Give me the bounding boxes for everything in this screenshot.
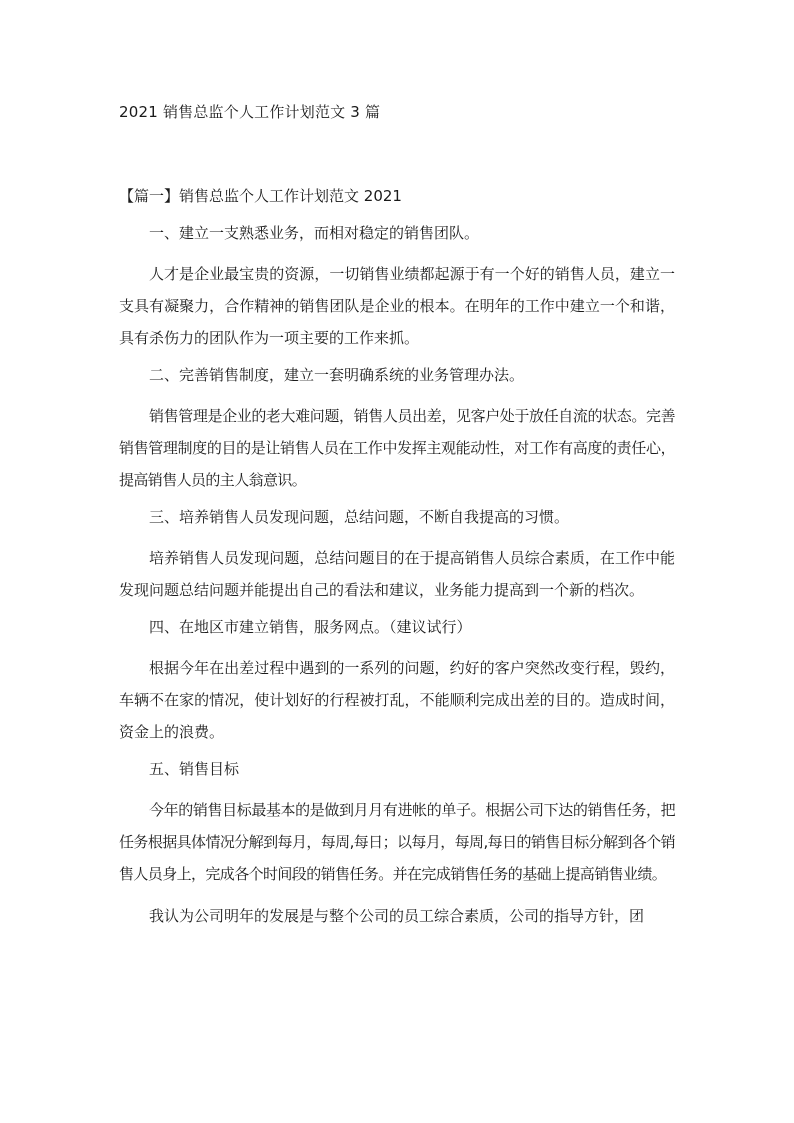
paragraph-3: 培养销售人员发现问题，总结问题目的在于提高销售人员综合素质，在工作中能发现问题总结问题并能提出自己的看法和建议，业务能力提高到一个新的档次。 <box>119 549 675 599</box>
heading-2: 二、完善销售制度，建立一套明确系统的业务管理办法。 <box>149 366 525 384</box>
paragraph-6: 我认为公司明年的发展是与整个公司的员工综合素质，公司的指导方针，团 <box>149 907 645 925</box>
paragraph-1: 人才是企业最宝贵的资源，一切销售业绩都起源于有一个好的销售人员，建立一支具有凝聚力，合作精神的销售团队是企业的根本。在明年的工作中建立一个和谐，具有杀伤力的团队作为一项主要的工作来抓。 <box>119 265 675 347</box>
section-title: 【篇一】销售总监个人工作计划范文 2021 <box>119 187 402 205</box>
paragraph-4: 根据今年在出差过程中遇到的一系列的问题，约好的客户突然改变行程，毁约，车辆不在家的情况，使计划好的行程被打乱，不能顺利完成出差的目的。造成时间，资金上的浪费。 <box>119 659 675 741</box>
heading-4: 四、在地区市建立销售，服务网点。（建议试行） <box>149 618 472 636</box>
paragraph-2: 销售管理是企业的老大难问题，销售人员出差，见客户处于放任自流的状态。完善销售管理制度的目的是让销售人员在工作中发挥主观能动性，对工作有高度的责任心，提高销售人员的主人翁意识。 <box>119 407 675 489</box>
heading-1: 一、建立一支熟悉业务，而相对稳定的销售团队。 <box>149 224 480 242</box>
document-title: 2021 销售总监个人工作计划范文 3 篇 <box>119 103 381 121</box>
heading-3: 三、培养销售人员发现问题，总结问题，不断自我提高的习惯。 <box>149 508 570 526</box>
paragraph-5: 今年的销售目标最基本的是做到月月有进帐的单子。根据公司下达的销售任务，把任务根据具体情况分解到每月，每周,每日；以每月，每周,每日的销售目标分解到各个销售人员身上，完成各个时间段的销售任务。并在完成销售任务的基础上提高销售业绩。 <box>119 801 675 883</box>
document-body <box>119 185 675 942</box>
heading-5: 五、销售目标 <box>149 760 240 778</box>
